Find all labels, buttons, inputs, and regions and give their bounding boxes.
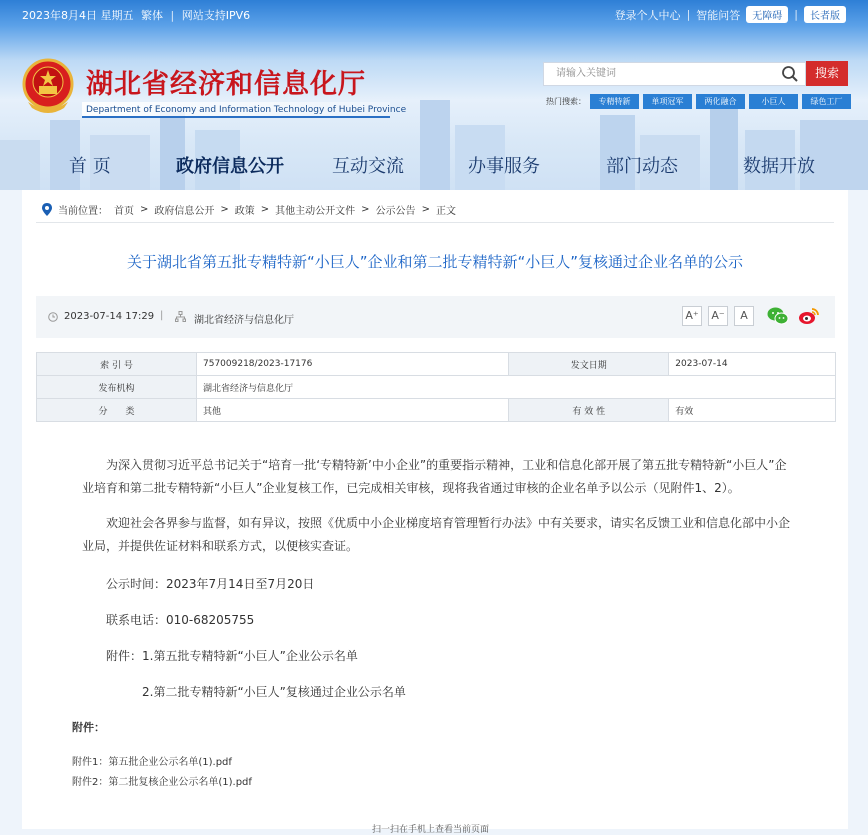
breadcrumb-item: 正文 [435, 206, 456, 217]
breadcrumb: 当前位置： 首页 > 政府信息公开 > 政策 > 其他主动公开文件 > 公示公告 > 正文 [42, 202, 456, 217]
wechat-share-icon[interactable] [767, 306, 789, 326]
site-title[interactable]: 湖北省经济和信息化厅 [86, 69, 366, 100]
elder-mode-button[interactable]: 长者版 [804, 6, 846, 23]
attachments-heading: 附件： [72, 721, 105, 734]
site-subtitle: Department of Economy and Information Technology of Hubei Province [82, 102, 390, 118]
body-paragraph: 欢迎社会各界参与监督，如有异议，按照《优质中小企业梯度培育管理暂行办法》中有关要求，请实名反馈工业和信息化部中小企业局，并提供佐证材料和联系方式，以便核实查证。 [82, 516, 791, 553]
category-label: 分 类 [37, 399, 197, 422]
qr-view-hint: 扫一扫在手机上查看当前页面 [372, 825, 490, 835]
breadcrumb-item[interactable]: 政策 [234, 206, 255, 217]
hot-tag[interactable]: 单项冠军 [643, 94, 692, 109]
issuer-label: 发布机构 [37, 376, 197, 399]
nav-open-data[interactable]: 数据开放 [743, 156, 815, 177]
main-nav [0, 150, 868, 182]
breadcrumb-item[interactable]: 政府信息公开 [154, 206, 215, 217]
current-date: 2023年8月4日 星期五 [22, 9, 134, 22]
nav-gov-info[interactable]: 政府信息公开 [176, 156, 284, 177]
font-increase-button[interactable]: A⁺ [682, 306, 702, 326]
nav-dept-news[interactable]: 部门动态 [606, 156, 678, 177]
attachment-link[interactable]: 附件2：第二批复核企业公示名单(1).pdf [72, 777, 252, 788]
article-meta-bar: 2023-07-14 17:29 | 湖北省经济与信息化厅 A⁺ A⁻ A [36, 296, 835, 338]
accessible-button[interactable]: 无障碍 [746, 6, 788, 23]
validity-value: 有效 [669, 399, 836, 422]
font-reset-button[interactable]: A [734, 306, 754, 326]
publicity-period: 公示时间：2023年7月14日至7月20日 [106, 577, 315, 591]
content-panel [22, 190, 848, 835]
contact-phone: 联系电话：010-68205755 [106, 613, 255, 627]
top-bar: 2023年8月4日 星期五 繁体 | 网站支持IPV6 登录个人中心 | 智能问答 无障碍 | 长者版 [0, 0, 868, 26]
hot-search-label: 热门搜索： [546, 97, 586, 106]
hot-tag[interactable]: 小巨人 [749, 94, 798, 109]
validity-label: 有 效 性 [509, 399, 669, 422]
index-value: 757009218/2023-17176 [197, 353, 509, 376]
article-source: 湖北省经济与信息化厅 [194, 315, 294, 326]
site-header [0, 0, 868, 190]
national-emblem-icon [22, 58, 74, 114]
document-info-table [36, 352, 836, 422]
weibo-share-icon[interactable] [798, 306, 820, 326]
ipv6-label: 网站支持IPV6 [181, 9, 251, 22]
date-value: 2023-07-14 [669, 353, 836, 376]
hot-search [546, 94, 851, 109]
nav-home[interactable]: 首 页 [69, 156, 111, 177]
date-label: 发文日期 [509, 353, 669, 376]
attachment-link[interactable]: 附件1：第五批企业公示名单(1).pdf [72, 757, 232, 768]
search-button[interactable]: 搜索 [806, 61, 848, 86]
divider [36, 222, 834, 223]
location-pin-icon [42, 203, 52, 216]
category-value: 其他 [197, 399, 509, 422]
breadcrumb-item[interactable]: 首页 [114, 206, 134, 217]
body-paragraph: 为深入贯彻习近平总书记关于“培育一批‘专精特新’中小企业”的重要指示精神，工业和信息化部开展了第五批专精特新“小巨人”企业培育和第二批专精特新“小巨人”企业复核工作，已完成相关审核，现将我省通过审核的企业名单予以公示（见附件1、2）。 [82, 458, 787, 495]
smart-qa-link[interactable]: 智能问答 [696, 8, 741, 22]
article-body [82, 454, 792, 570]
publish-datetime: 2023-07-14 17:29 [64, 311, 155, 322]
index-label: 索 引 号 [37, 353, 197, 376]
login-link[interactable]: 登录个人中心 [614, 8, 681, 22]
hot-tag[interactable]: 两化融合 [696, 94, 745, 109]
nav-interaction[interactable]: 互动交流 [332, 156, 404, 177]
search-input[interactable]: 请输入关键词 [543, 62, 806, 86]
traditional-link[interactable]: 繁体 [141, 9, 163, 22]
hot-tag[interactable]: 绿色工厂 [802, 94, 851, 109]
article-title: 关于湖北省第五批专精特新“小巨人”企业和第二批专精特新“小巨人”复核通过企业名单的公示 [126, 253, 744, 271]
search-icon[interactable] [781, 65, 799, 83]
nav-services[interactable]: 办事服务 [468, 156, 540, 177]
font-decrease-button[interactable]: A⁻ [708, 306, 728, 326]
attachment-note-2: 2.第二批专精特新“小巨人”复核通过企业公示名单 [142, 685, 406, 699]
clock-icon [48, 312, 58, 322]
breadcrumb-item[interactable]: 其他主动公开文件 [275, 206, 356, 217]
breadcrumb-item[interactable]: 公示公告 [375, 206, 416, 217]
hot-tag[interactable]: 专精特新 [590, 94, 639, 109]
issuer-value: 湖北省经济与信息化厅 [197, 376, 836, 399]
breadcrumb-label: 当前位置： [58, 206, 108, 217]
attachment-note-1: 附件：1.第五批专精特新“小巨人”企业公示名单 [106, 649, 358, 663]
organization-icon [175, 311, 186, 322]
